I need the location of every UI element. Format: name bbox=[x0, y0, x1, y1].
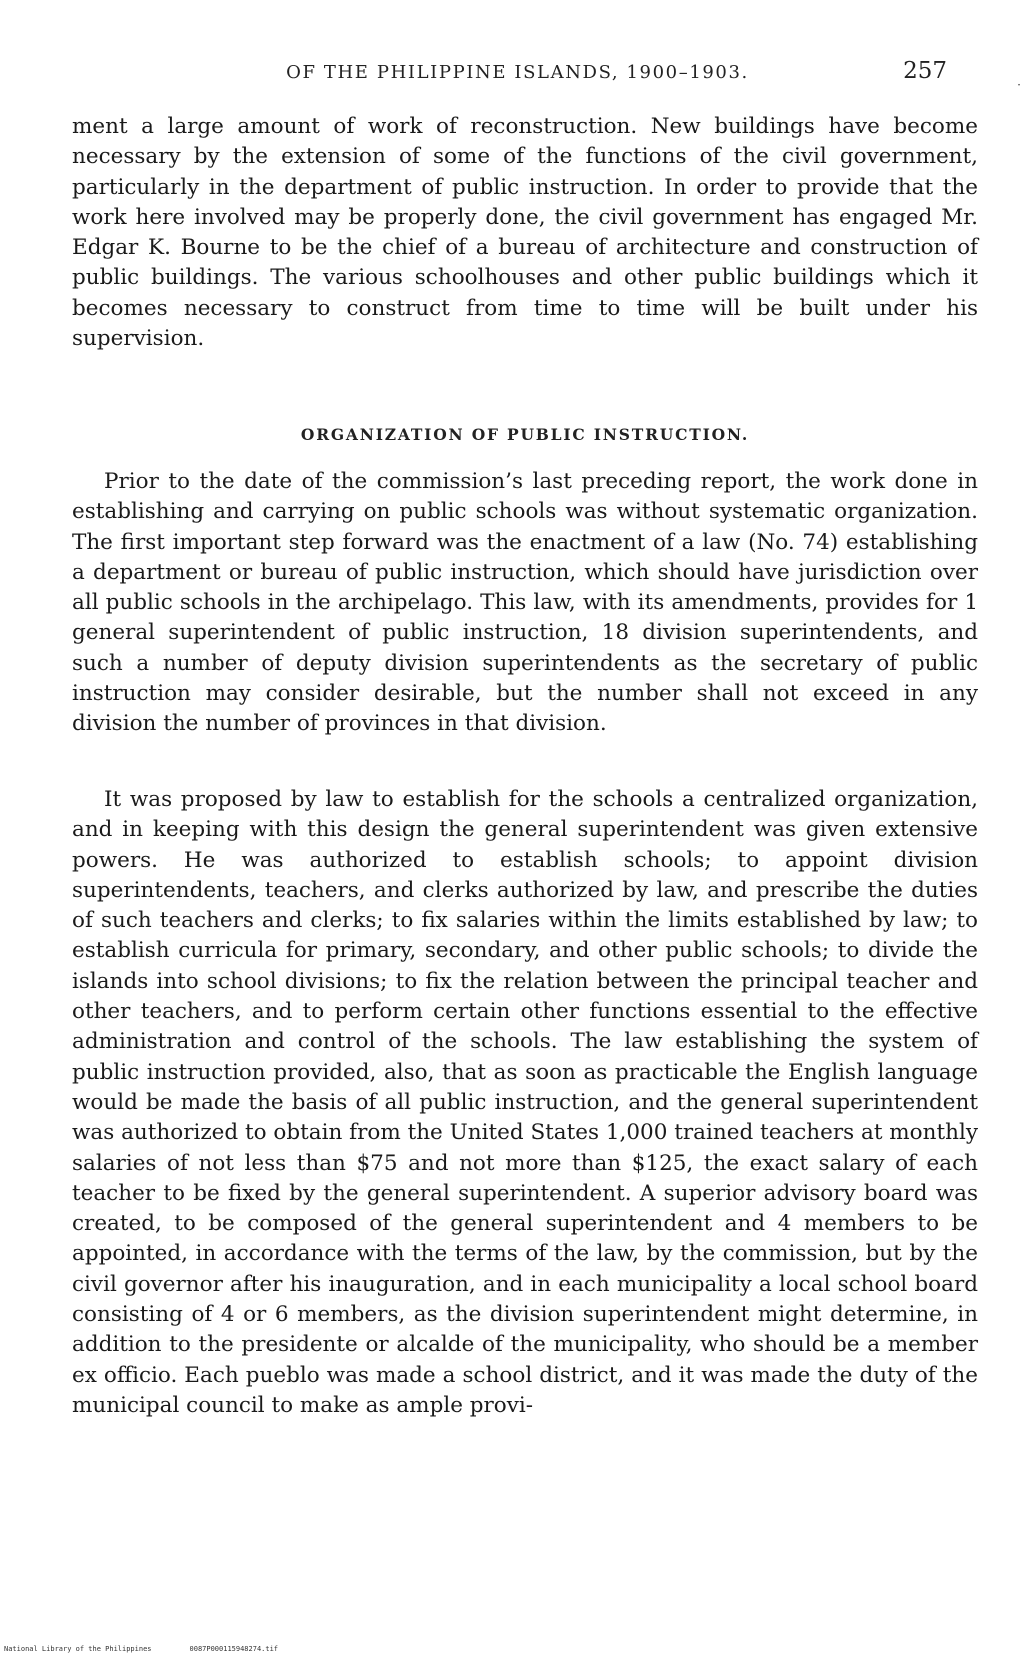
footer-library: National Library of the Philippines bbox=[4, 1645, 152, 1653]
page-number: 257 bbox=[903, 58, 947, 84]
running-title: OF THE PHILIPPINE ISLANDS, 1900–1903. bbox=[286, 62, 749, 83]
running-header bbox=[72, 58, 963, 92]
paragraph-centralized-organization: It was proposed by law to establish for the schools a centralized organization, and in keeping with this design the general superintendent was given extensive powers. He was authorized to establish schools; to appoint division superintendents, teachers, and clerks authorized by law, and prescribe the duties of such teachers and clerks; to fix salaries within the limits established by law; to establish curricula for primary, secondary, and other public schools; to divide the islands into school divisions; to fix the relation between the principal teacher and other teachers, and to perform certain other functions essential to the effective administration and control of the schools. The law establishing the system of public instruction provided, also, that as soon as practicable the English language would be made the basis of all public instruction, and the general superintendent was authorized to obtain from the United States 1,000 trained teachers at monthly salaries of not less than $75 and not more than $125, the exact salary of each teacher to be fixed by the general superintendent. A superior advisory board was created, to be composed of the general superintendent and 4 members to be appointed, in accordance with the terms of the law, by the commission, but by the civil governor after his inauguration, and in each municipality a local school board consisting of 4 or 6 members, as the division superintendent might determine, in addition to the presidente or alcalde of the municipality, who should be a member ex officio. Each pueblo was made a school district, and it was made the duty of the municipal council to make as ample provi- bbox=[72, 787, 978, 1418]
footer-file-id: 0087P000115948274.tif bbox=[189, 1645, 279, 1653]
paragraph-reconstruction: ment a large amount of work of reconstruction. New buildings have become necessary by the extension of some of the functions of the civil government, particularly in the department of public instruction. In order to provide that the work here involved may be properly done, the civil government has engaged Mr. Edgar K. Bourne to be the chief of a bureau of architecture and construction of public buildings. The various schoolhouses and other public buildings which it becomes necessary to construct from time to time will be built under his supervision. bbox=[72, 114, 978, 352]
margin-dot-icon: · bbox=[1017, 78, 1021, 92]
section-heading: ORGANIZATION OF PUBLIC INSTRUCTION. bbox=[300, 425, 750, 444]
scan-footer bbox=[4, 1645, 316, 1653]
paragraph-prior-organization: Prior to the date of the commission’s last preceding report, the work done in establishing and carrying on public schools was without systematic organization. The first important step forward was the enactment of a law (No. 74) establishing a department or bureau of public instruction, which should have jurisdiction over all public schools in the archipelago. This law, with its amendments, provides for 1 general superintendent of public instruction, 18 division superintendents, and such a number of deputy division superintendents as the secretary of public instruction may consider desirable, but the number shall not exceed in any division the number of provinces in that division. bbox=[72, 469, 978, 737]
